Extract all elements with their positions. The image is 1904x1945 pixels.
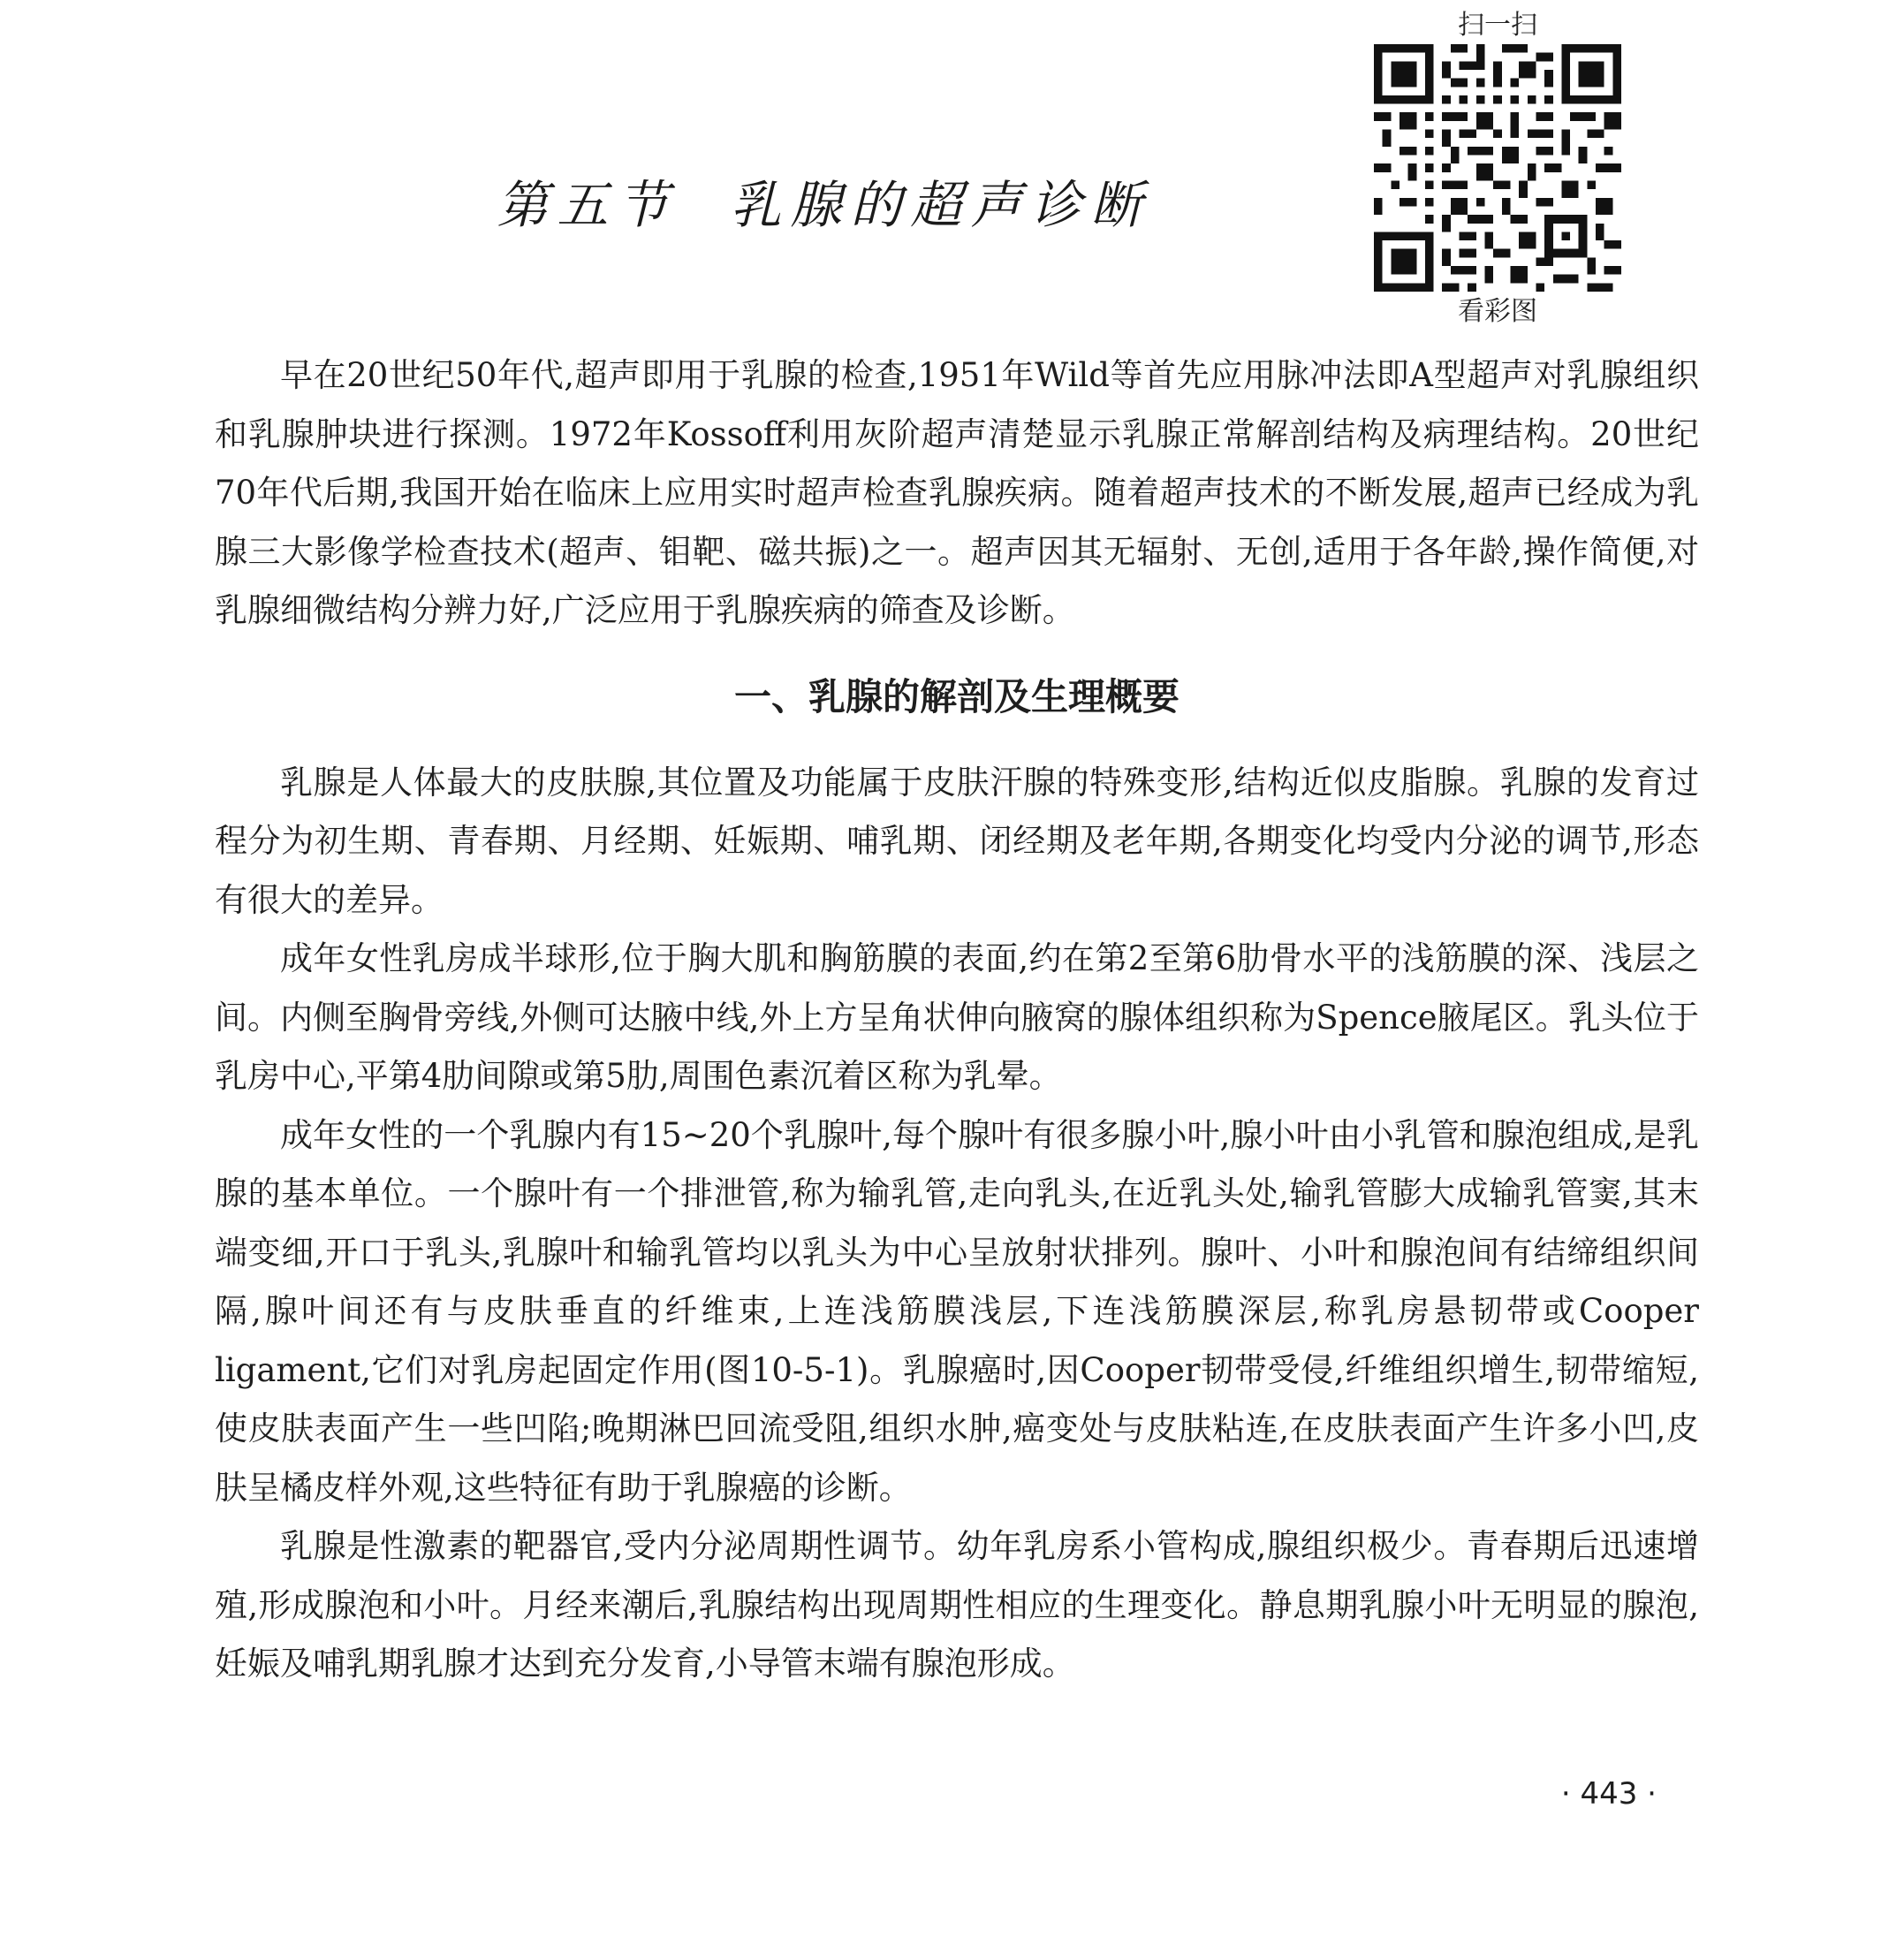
qr-top-label: 扫一扫	[1458, 10, 1537, 41]
chapter-title	[0, 163, 1904, 238]
qr-bottom-label: 看彩图	[1458, 296, 1537, 327]
body-content	[215, 346, 1699, 1694]
intro-paragraph: 早在20世纪50年代,超声即用于乳腺的检查,1951年Wild等首先应用脉冲法即A型超声对乳腺组织和乳腺肿块进行探测。1972年Kossoff利用灰阶超声清楚显示乳腺正常解剖结构及病理结构。20世纪70年代后期,我国开始在临床上应用实时超声检查乳腺疾病。随着超声技术的不断发展,超声已经成为乳腺三大影像学检查技术(超声、钼靶、磁共振)之一。超声因其无辐射、无创,适用于各年龄,操作简便,对乳腺细微结构分辨力好,广泛应用于乳腺疾病的筛查及诊断。	[215, 356, 1699, 629]
page-number: · 443 ·	[1560, 1776, 1657, 1812]
chapter-title-number: 第五节	[497, 175, 678, 235]
body-paragraph: 成年女性乳房成半球形,位于胸大肌和胸筋膜的表面,约在第2至第6肋骨水平的浅筋膜的深、浅层之间。内侧至胸骨旁线,外侧可达腋中线,外上方呈角状伸向腋窝的腺体组织称为Spence腋尾区。乳头位于乳房中心,平第4肋间隙或第5肋,周围色素沉着区称为乳晕。	[215, 939, 1699, 1095]
body-paragraph: 成年女性的一个乳腺内有15~20个乳腺叶,每个腺叶有很多腺小叶,腺小叶由小乳管和腺泡组成,是乳腺的基本单位。一个腺叶有一个排泄管,称为输乳管,走向乳头,在近乳头处,输乳管膨大成输乳管窦,其末端变细,开口于乳头,乳腺叶和输乳管均以乳头为中心呈放射状排列。腺叶、小叶和腺泡间有结缔组织间隔,腺叶间还有与皮肤垂直的纤维束,上连浅筋膜浅层,下连浅筋膜深层,称乳房悬韧带或Cooper ligament,它们对乳房起固定作用(图10-5-1)。乳腺癌时,因Cooper韧带受侵,纤维组织增生,韧带缩短,使皮肤表面产生一些凹陷;晚期淋巴回流受阻,组织水肿,癌变处与皮肤粘连,在皮肤表面产生许多小凹,皮肤呈橘皮样外观,这些特征有助于乳腺癌的诊断。	[215, 1115, 1699, 1507]
section-heading: 一、乳腺的解剖及生理概要	[733, 674, 1180, 718]
chapter-title-text: 乳腺的超声诊断	[730, 175, 1151, 235]
body-paragraph: 乳腺是人体最大的皮肤腺,其位置及功能属于皮肤汗腺的特殊变形,结构近似皮脂腺。乳腺的发育过程分为初生期、青春期、月经期、妊娠期、哺乳期、闭经期及老年期,各期变化均受内分泌的调节,形态有很大的差异。	[215, 763, 1699, 919]
body-paragraph: 乳腺是性激素的靶器官,受内分泌周期性调节。幼年乳房系小管构成,腺组织极少。青春期后迅速增殖,形成腺泡和小叶。月经来潮后,乳腺结构出现周期性相应的生理变化。静息期乳腺小叶无明显的腺泡,妊娠及哺乳期乳腺才达到充分发育,小导管末端有腺泡形成。	[215, 1527, 1699, 1683]
